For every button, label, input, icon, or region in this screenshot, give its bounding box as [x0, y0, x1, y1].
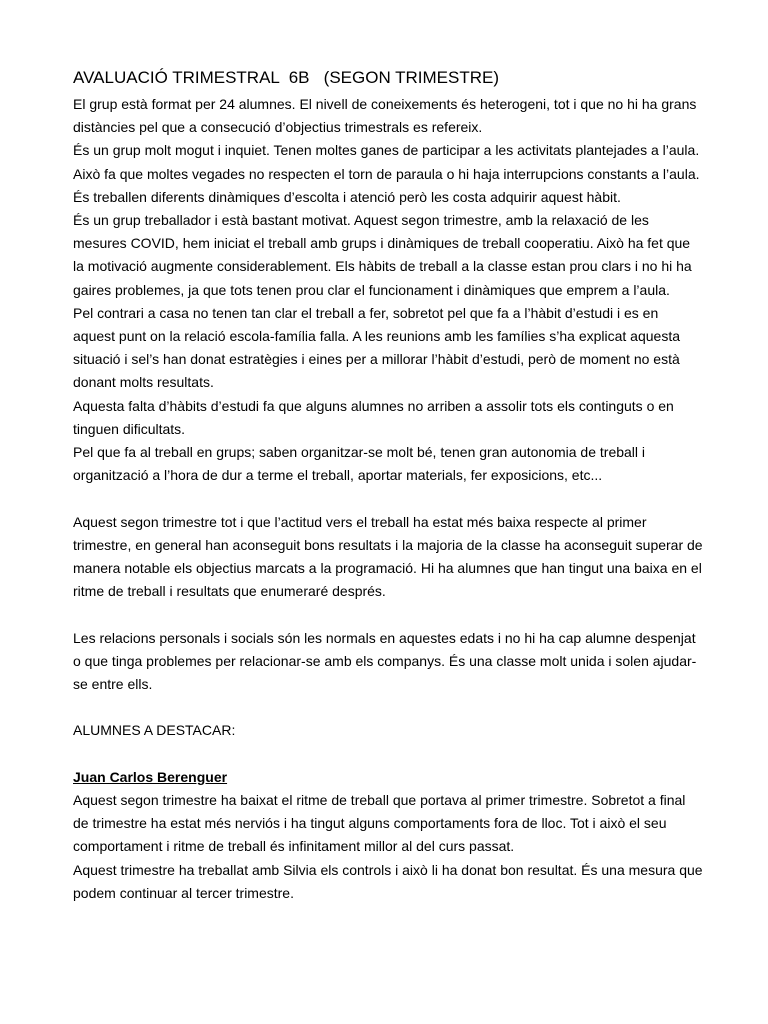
paragraph-group-work: Pel que fa al treball en grups; saben organitzar-se molt bé, tenen gran autonomia de treball i organització a l’hora de dur a terme el treball, aportar materials, fer exposicions, etc... [73, 444, 646, 484]
paragraph-term-results: Aquest segon trimestre tot i que l’actitud vers el treball ha estat més baixa respecte al primer trimestre, en general han aconseguit bons resultats i la majoria de la classe ha aconseguit superar de manera notable els objectius marcats a la programació. Hi ha alumnes que han tingut una baixa en el ritme de treball i resultats que enumeraré després. [73, 513, 703, 600]
paragraph-home-study: Pel contrari a casa no tenen tan clar el treball a fer, sobretot pel que fa a l’hàbit d’estudi i es en aquest punt on la relació escola-família falla. A les reunions amb les famílies s’ha explicat aquesta situació i sel’s han donat estratègies i eines per a millorar l’hàbit d’estudi, però de moment no està donant molts resultats. [73, 304, 681, 391]
paragraph-motivation: És un grup treballador i està bastant motivat. Aquest segon trimestre, amb la relaxació de les mesures COVID, hem iniciat el treball amb grups i dinàmiques de treball cooperatiu. Això ha fet que la motivació augmente considerablement. Els hàbits de treball a la classe estan prou clars i no hi ha gaires problemes, ja que tots tenen prou clar el funcionament i dinàmiques que emprem a l’aula. [73, 212, 692, 298]
paragraph-spacer [73, 487, 703, 510]
paragraph-spacer [73, 743, 703, 766]
paragraph-group-composition: El grup està format per 24 alumnes. El nivell de coneixements és heterogeni, tot i que no hi ha grans distàncies pel que a consecució d’objectius trimestrals es refereix. [73, 96, 697, 136]
section-heading-students: ALUMNES A DESTACAR: [73, 722, 236, 739]
document-page [73, 66, 703, 905]
paragraph-study-habits: Aquesta falta d’hàbits d’estudi fa que alguns alumnes no arriben a assolir tots els continguts o en tinguen dificultats. [73, 397, 674, 437]
paragraph-relations: Les relacions personals i socials són les normals en aquestes edats i no hi ha cap alumne despenjat o que tinga problemes per relacionar-se amb els companys. És una classe molt unida i solen ajudar-se entre ells. [73, 629, 697, 693]
student-paragraph: Aquest trimestre ha treballat amb Silvia els controls i això li ha donat bon resultat. És una mesura que podem continuar al tercer trimestre. [73, 861, 703, 901]
paragraph-spacer [73, 603, 703, 626]
paragraph-behaviour: És un grup molt mogut i inquiet. Tenen moltes ganes de participar a les activitats plantejades a l’aula. Això fa que moltes vegades no respecten el torn de paraula o hi haja interrupcions constants a l’aula. És treballen diferents dinàmiques d’escolta i atenció però les costa adquirir aquest hàbit. [73, 142, 700, 205]
document-title: AVALUACIÓ TRIMESTRAL 6B (SEGON TRIMESTRE) [73, 68, 500, 87]
paragraph-spacer [73, 696, 703, 719]
student-name: Juan Carlos Berenguer [73, 768, 228, 785]
student-paragraph: Aquest segon trimestre ha baixat el ritme de treball que portava al primer trimestre. Sobretot a final de trimestre ha estat més nerviós i ha tingut alguns comportaments fora de lloc. Tot i això el seu comportament i ritme de treball és infinitament millor al del curs passat. [73, 792, 686, 855]
